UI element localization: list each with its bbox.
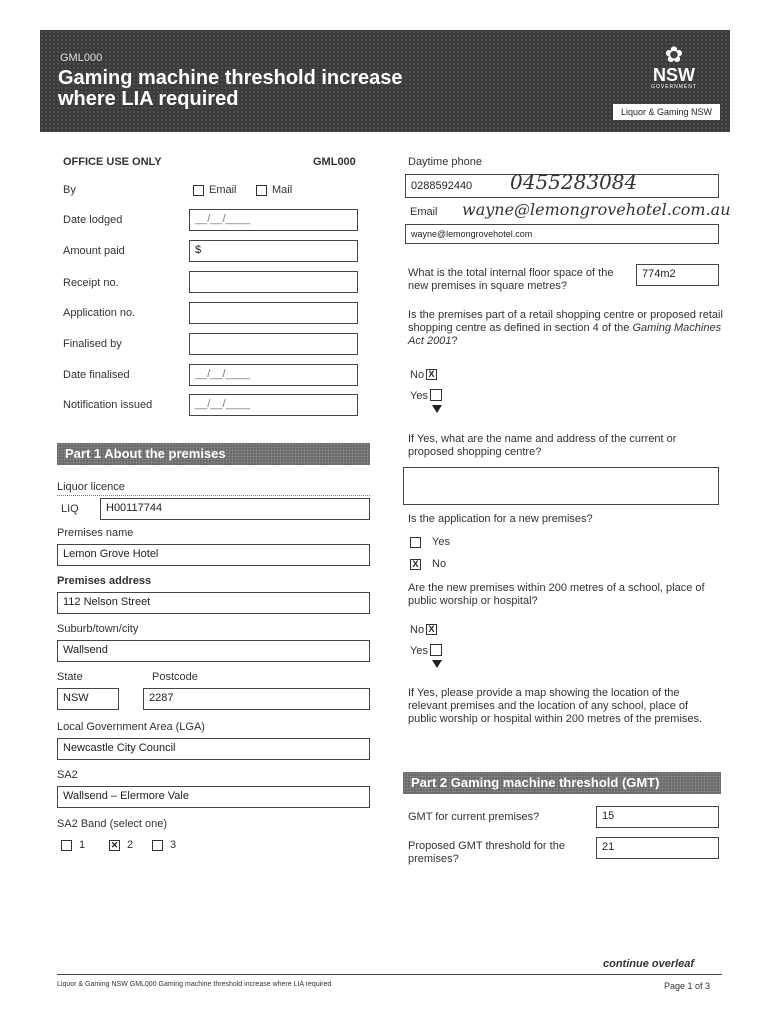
- retail-question-end: ?: [451, 335, 458, 347]
- floor-space-question: What is the total internal floor space of the new premises in square metres?: [408, 267, 614, 292]
- daytime-phone-label: Daytime phone: [408, 156, 482, 168]
- retail-yes-label: Yes: [410, 390, 428, 402]
- new-no-label: No: [432, 558, 447, 570]
- band-3-checkbox[interactable]: [152, 840, 163, 851]
- band-3-label: 3: [170, 839, 177, 851]
- date-finalised-field[interactable]: __/__/____: [189, 364, 358, 386]
- school-no-checkbox[interactable]: X: [426, 624, 437, 635]
- retail-question-act: Gaming Machines Act 2001: [408, 322, 722, 347]
- liquor-licence-field[interactable]: H00117744: [100, 498, 370, 520]
- email-handwritten: wayne@lemongrovehotel.com.au: [462, 200, 731, 219]
- divider: [57, 495, 370, 496]
- new-yes-checkbox[interactable]: [410, 537, 421, 548]
- new-premises-question: Is the application for a new premises?: [408, 513, 593, 525]
- finalised-by-field[interactable]: [189, 333, 358, 355]
- arrow-down-icon: [432, 660, 442, 668]
- school-question: Are the new premises within 200 metres of a school, place of public worship or hospital?: [408, 582, 705, 607]
- amount-paid-field[interactable]: $: [189, 240, 358, 262]
- by-label: By: [63, 184, 76, 196]
- continue-overleaf: continue overleaf: [603, 958, 695, 970]
- new-yes-label: Yes: [432, 536, 450, 548]
- sa2-field[interactable]: Wallsend – Elermore Vale: [57, 786, 370, 808]
- date-lodged-label: Date lodged: [63, 214, 123, 226]
- state-label: State: [57, 671, 83, 683]
- office-heading: OFFICE USE ONLY: [63, 156, 162, 168]
- floor-space-field[interactable]: 774m2: [636, 264, 719, 286]
- form-title: [58, 68, 478, 110]
- postcode-field[interactable]: 2287: [143, 688, 370, 710]
- application-label: Application no.: [63, 307, 136, 319]
- email-checkbox[interactable]: [193, 185, 204, 196]
- form-code: GML000: [60, 52, 103, 64]
- current-gmt-field[interactable]: 15: [596, 806, 719, 828]
- daytime-phone-field[interactable]: 0288592440: [405, 174, 719, 198]
- current-gmt-label: GMT for current premises?: [408, 811, 540, 823]
- amount-paid-label: Amount paid: [63, 245, 125, 257]
- band-1-checkbox[interactable]: [61, 840, 72, 851]
- agency-tag: Liquor & Gaming NSW: [613, 104, 720, 120]
- premises-name-label: Premises name: [57, 527, 134, 539]
- office-code: GML000: [313, 156, 356, 168]
- premises-address-field[interactable]: 112 Nelson Street: [57, 592, 370, 614]
- logo-sub: GOVERNMENT: [651, 84, 697, 90]
- retail-question-text: Is the premises part of a retail shopping centre or proposed retail shopping centre as defined in section 4 of the: [408, 309, 723, 334]
- premises-name-field[interactable]: Lemon Grove Hotel: [57, 544, 370, 566]
- email-label: Email: [410, 206, 438, 218]
- title-line-2: where LIA required: [58, 88, 239, 110]
- band-2-checkbox[interactable]: ✕: [110, 840, 119, 850]
- sa2-band-label: SA2 Band (select one): [57, 818, 168, 830]
- arrow-down-icon: [432, 405, 442, 413]
- state-field[interactable]: NSW: [57, 688, 119, 710]
- retail-question: [408, 309, 726, 348]
- notification-label: Notification issued: [63, 399, 153, 411]
- premises-address-label: Premises address: [57, 575, 152, 587]
- finalised-by-label: Finalised by: [63, 338, 122, 350]
- map-note: If Yes, please provide a map showing the location of the relevant premises and the location of any school, place of public worship or hospital within 200 metres of the premises.: [408, 687, 703, 725]
- retail-no-checkbox[interactable]: X: [426, 369, 437, 380]
- footer-left: Liquor & Gaming NSW GML000 Gaming machine threshold increase where LIA required: [57, 981, 332, 988]
- new-no-checkbox[interactable]: X: [410, 559, 421, 570]
- sa2-label: SA2: [57, 769, 78, 781]
- band-1-label: 1: [79, 839, 86, 851]
- email-option-label: Email: [209, 184, 237, 196]
- title-line-1: Gaming machine threshold increase: [58, 67, 403, 89]
- proposed-gmt-label: Proposed GMT threshold for the premises?: [408, 840, 565, 865]
- liquor-licence-label: Liquor licence: [57, 481, 125, 493]
- school-yes-label: Yes: [410, 645, 428, 657]
- logo-text: NSW: [653, 65, 695, 85]
- receipt-field[interactable]: [189, 271, 358, 293]
- receipt-label: Receipt no.: [63, 277, 119, 289]
- application-field[interactable]: [189, 302, 358, 324]
- date-lodged-field[interactable]: __/__/____: [189, 209, 358, 231]
- part1-heading: Part 1 About the premises: [57, 443, 370, 465]
- email-field[interactable]: wayne@lemongrovehotel.com: [405, 224, 719, 244]
- shopping-centre-question: If Yes, what are the name and address of the current or proposed shopping centre?: [408, 433, 677, 458]
- notification-field[interactable]: __/__/____: [189, 394, 358, 416]
- lga-label: Local Government Area (LGA): [57, 721, 205, 733]
- school-yes-checkbox[interactable]: [430, 644, 442, 656]
- retail-yes-checkbox[interactable]: [430, 389, 442, 401]
- page-number: Page 1 of 3: [664, 981, 711, 991]
- header-banner: [40, 30, 730, 132]
- liq-prefix: LIQ: [61, 503, 79, 515]
- shopping-centre-field[interactable]: [403, 467, 719, 505]
- waratah-icon: ✿: [664, 42, 684, 67]
- suburb-label: Suburb/town/city: [57, 623, 139, 635]
- school-no-label: No: [410, 624, 425, 636]
- date-finalised-label: Date finalised: [63, 369, 130, 381]
- lga-field[interactable]: Newcastle City Council: [57, 738, 370, 760]
- footer-rule: [57, 974, 722, 975]
- phone-handwritten: 0455283084: [510, 170, 638, 194]
- proposed-gmt-field[interactable]: 21: [596, 837, 719, 859]
- postcode-label: Postcode: [152, 671, 198, 683]
- mail-checkbox[interactable]: [256, 185, 267, 196]
- band-2-label: 2: [127, 839, 134, 851]
- retail-no-label: No: [410, 369, 425, 381]
- suburb-field[interactable]: Wallsend: [57, 640, 370, 662]
- part2-heading: Part 2 Gaming machine threshold (GMT): [403, 772, 721, 794]
- mail-option-label: Mail: [272, 184, 293, 196]
- nsw-logo: [632, 44, 716, 90]
